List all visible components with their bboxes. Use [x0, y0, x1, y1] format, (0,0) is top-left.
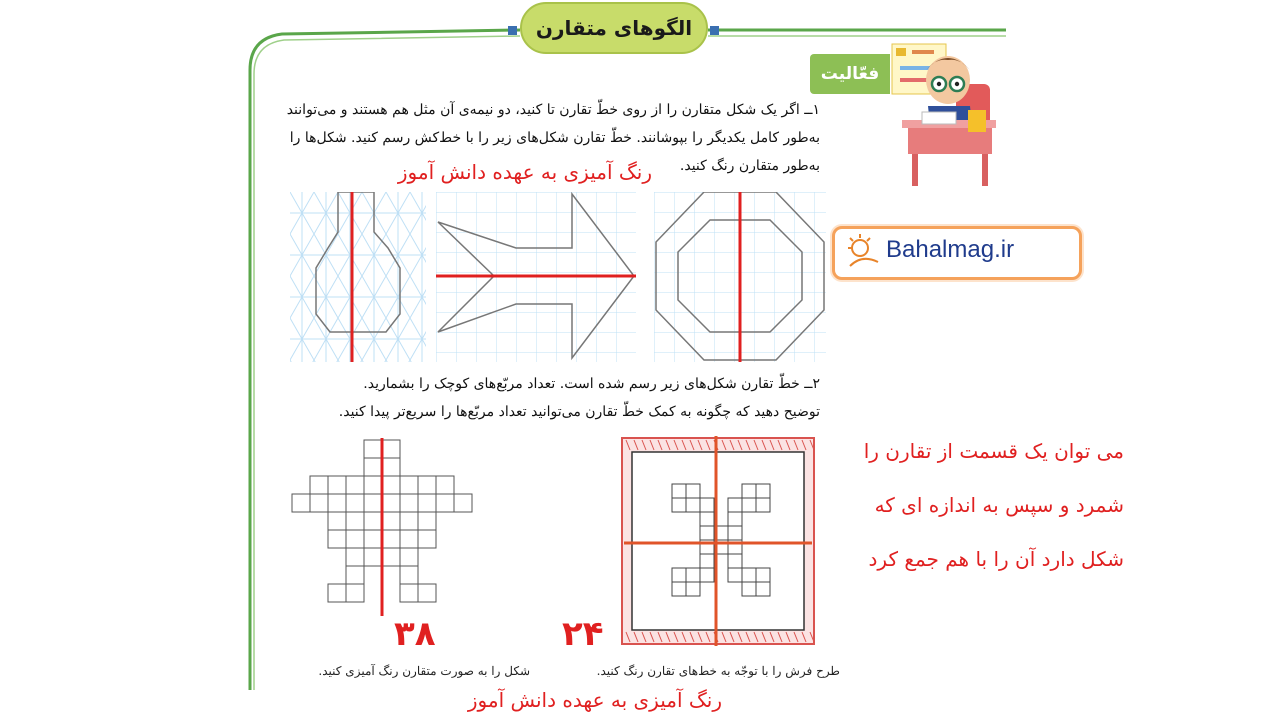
grid-square [382, 476, 400, 494]
grid-square [364, 530, 382, 548]
grid-square [436, 476, 454, 494]
q2-line-1: ۲ــ خطّ تقارن شکل‌های زیر رسم شده است. تعداد مربّع‌های کوچک را بشمارید. [363, 376, 820, 392]
coloring-note-bottom: رنگ آمیزی به عهده دانش آموز [467, 688, 722, 712]
grid-square [400, 512, 418, 530]
grid-square [400, 584, 418, 602]
grid-square [382, 494, 400, 512]
grid-square [400, 476, 418, 494]
grid-square [328, 584, 346, 602]
watermark-text: Bahalmag.ir [886, 236, 1015, 263]
grid-square [346, 476, 364, 494]
grid-square [400, 566, 418, 584]
grid-square [418, 494, 436, 512]
grid-square [382, 512, 400, 530]
activity-label: فعّالیت [810, 54, 890, 94]
grid-square [382, 458, 400, 476]
grid-square [436, 494, 454, 512]
explain-line-3: شکل دارد آن را با هم جمع کرد [868, 547, 1124, 571]
grid-square [292, 494, 310, 512]
caption-left: شکل را به صورت متقارن رنگ آمیزی کنید. [318, 664, 530, 678]
grid-square [364, 494, 382, 512]
caption-right: طرح فرش را با توجّه به خط‌های تقارن رنگ کنید. [596, 664, 840, 678]
grid-square [346, 512, 364, 530]
grid-square [400, 494, 418, 512]
grid-square [418, 584, 436, 602]
answer-left: ۳۸ [394, 614, 436, 654]
q2-line-2: توضیح دهید که چگونه به کمک خطّ تقارن می‌توانید تعداد مربّع‌ها را سریع‌تر پیدا کنید. [338, 404, 820, 420]
figure-squares-shape [290, 438, 474, 616]
student-illustration [888, 40, 1006, 188]
figure-vase [290, 192, 426, 362]
grid-square [346, 494, 364, 512]
figure-octagon [654, 192, 826, 362]
q1-line-1: ۱ــ اگر یک شکل متقارن را از روی خطّ تقارن تا کنید، دو نیمه‌ی آن مثل هم هستند و می‌توانند [286, 102, 820, 118]
answer-right: ۲۴ [562, 614, 604, 654]
grid-square [418, 512, 436, 530]
grid-square [400, 530, 418, 548]
grid-square [328, 494, 346, 512]
grid-square [346, 530, 364, 548]
grid-square [310, 476, 328, 494]
grid-square [346, 566, 364, 584]
carpet-field [632, 452, 804, 630]
grid-square [454, 494, 472, 512]
grid-square [382, 530, 400, 548]
grid-square [364, 548, 382, 566]
figure-carpet [620, 436, 816, 648]
explain-line-1: می توان یک قسمت از تقارن را [863, 439, 1124, 463]
sun-logo-icon [846, 232, 882, 272]
grid-square [400, 548, 418, 566]
figure-arrow [436, 192, 636, 362]
explain-line-2: شمرد و سپس به اندازه ای که [874, 493, 1124, 517]
page-title: الگوهای متقارن [520, 2, 708, 54]
grid-square [346, 584, 364, 602]
grid-square [418, 476, 436, 494]
grid-square [346, 548, 364, 566]
grid-square [364, 476, 382, 494]
coloring-note-top: رنگ آمیزی به عهده دانش آموز [397, 160, 652, 184]
grid-square [382, 548, 400, 566]
q1-line-3: به‌طور متقارن رنگ کنید. [679, 158, 820, 174]
grid-square [382, 440, 400, 458]
grid-square [328, 512, 346, 530]
grid-square [328, 530, 346, 548]
grid-square [328, 476, 346, 494]
q1-line-2: به‌طور کامل یکدیگر را بپوشانند. خطّ تقارن شکل‌های زیر را با خط‌کش رسم کنید. شکل‌ها را [289, 130, 820, 146]
grid-square [364, 440, 382, 458]
grid-square [418, 530, 436, 548]
grid-square [364, 458, 382, 476]
grid-square [310, 494, 328, 512]
grid-square [364, 512, 382, 530]
